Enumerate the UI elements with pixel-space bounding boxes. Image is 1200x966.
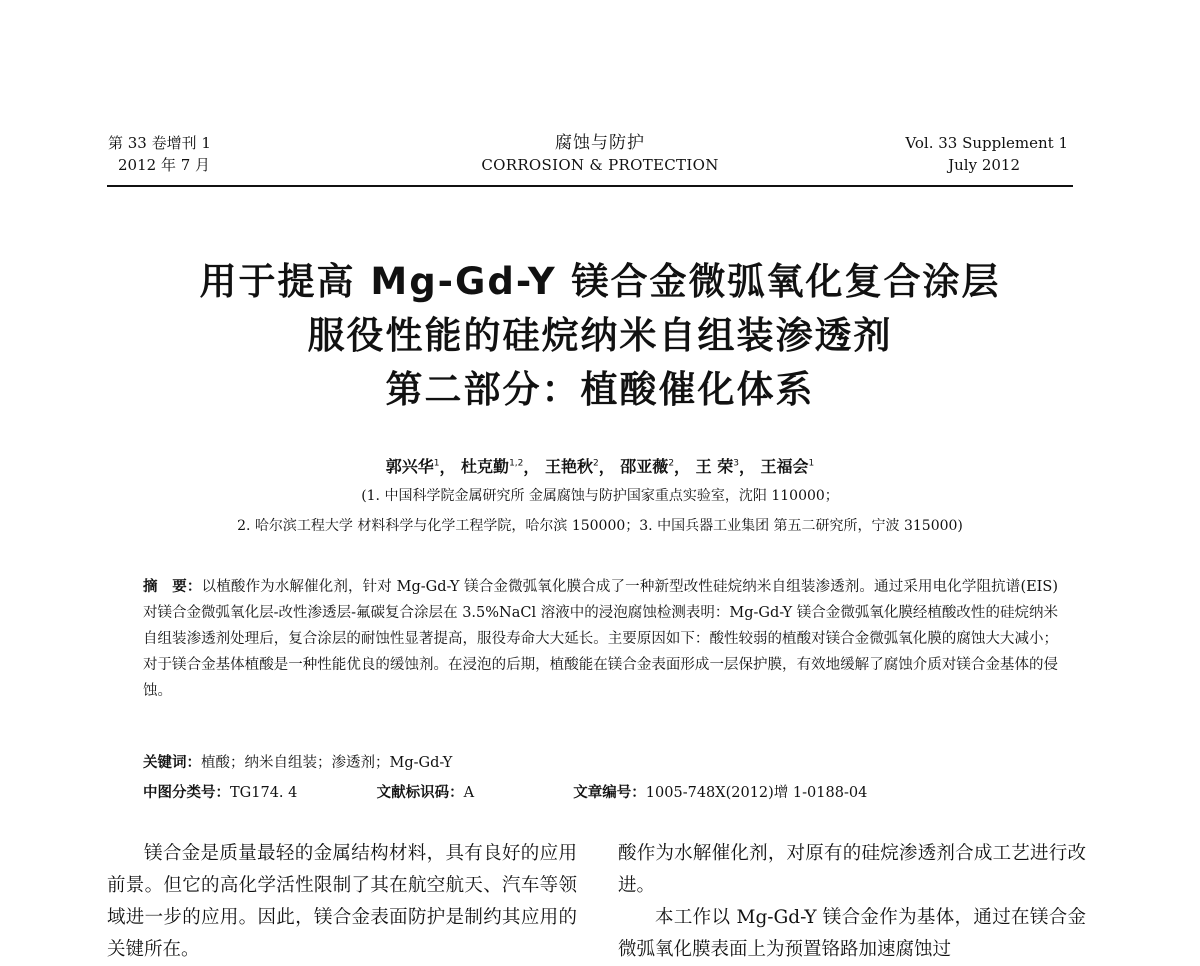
volume-issue: 第 33 卷增刊 1 — [108, 134, 211, 152]
author: 郭兴华$^1$ — [385, 457, 440, 477]
affiliation-line-2: 2. 哈尔滨工程大学 材料科学与化学工程学院，哈尔滨 150000；3. 中国兵器工业集团 第五二研究所，宁波 315000) — [237, 518, 963, 534]
journal-name-en: CORROSION & PROTECTION — [481, 156, 719, 174]
author: 邵亚薇$^2$ — [620, 457, 675, 477]
article-number-label: 文章编号： — [573, 785, 646, 801]
keywords-label: 关键词： — [143, 755, 201, 771]
author: 王福会$^1$ — [760, 457, 815, 477]
volume-supplement-en: Vol. 33 Supplement 1 — [905, 134, 1068, 152]
paper-title — [100, 255, 1100, 417]
clc-label: 中图分类号： — [143, 785, 230, 801]
author-list: 郭兴华$^1$， 杜克勤$^{1,2}$， 王艳秋$^2$， 邵亚薇$^2$， 王 荣$^3$， 王福会$^1$ — [385, 457, 815, 477]
author: 杜克勤$^{1,2}$ — [461, 457, 524, 477]
clc-value: TG174. 4 — [230, 785, 298, 801]
author: 王 荣$^3$ — [695, 457, 739, 477]
running-header-right — [905, 132, 1068, 176]
body-column-left — [107, 838, 577, 966]
keywords — [143, 750, 1058, 776]
keywords-text: 植酸；纳米自组装；渗透剂；Mg-Gd-Y — [201, 755, 453, 771]
header-rule — [107, 185, 1073, 187]
publication-date: 2012 年 7 月 — [118, 156, 211, 174]
body-column-right — [618, 838, 1086, 966]
journal-name-cn: 腐蚀与防护 — [555, 133, 645, 153]
abstract-text: 以植酸作为水解催化剂，针对 Mg-Gd-Y 镁合金微弧氧化膜合成了一种新型改性硅烷纳米自组装渗透剂。通过采用电化学阻抗谱(EIS)对镁合金微弧氧化层-改性渗透层-氟碳复合涂层在 3.5%NaCl 溶液中的浸泡腐蚀检测表明：Mg-Gd-Y 镁合金微弧氧化膜经植酸改性的硅烷纳米自组装渗透剂处理后，复合涂层的耐蚀性显著提高，服役寿命大大延长。主要原因如下：酸性较弱的植酸对镁合金微弧氧化膜的腐蚀大大减小；对于镁合金基体植酸是一种性能优良的缓蚀剂。在浸泡的后期，植酸能在镁合金表面形成一层保护膜，有效地缓解了腐蚀介质对镁合金基体的侵蚀。 — [143, 579, 1059, 699]
affiliation-line-1: (1. 中国科学院金属研究所 金属腐蚀与防护国家重点实验室，沈阳 110000； — [361, 488, 839, 504]
classification-line — [143, 780, 1058, 806]
body-paragraph: 本工作以 Mg-Gd-Y 镁合金作为基体，通过在镁合金微弧氧化膜表面上为预置铬路加速腐蚀过 — [618, 907, 1086, 960]
doc-code-value: A — [463, 785, 475, 801]
body-paragraph: 酸作为水解催化剂，对原有的硅烷渗透剂合成工艺进行改进。 — [618, 843, 1086, 896]
title-line-3: 第二部分：植酸催化体系 — [385, 368, 815, 411]
running-header-center — [400, 132, 800, 176]
author: 王艳秋$^2$ — [544, 457, 599, 477]
publication-date-en: July 2012 — [948, 156, 1020, 174]
title-line-1: 用于提高 Mg-Gd-Y 镁合金微弧氧化复合涂层 — [199, 260, 1001, 303]
body-paragraph: 镁合金是质量最轻的金属结构材料，具有良好的应用前景。但它的高化学活性限制了其在航空航天、汽车等领域进一步的应用。因此，镁合金表面防护是制约其应用的关键所在。 — [107, 843, 577, 960]
running-header-left — [108, 132, 211, 176]
abstract — [143, 574, 1058, 704]
article-number-value: 1005-748X(2012)增 1-0188-04 — [645, 785, 868, 801]
doc-code-label: 文献标识码： — [376, 785, 464, 801]
title-line-2: 服役性能的硅烷纳米自组装渗透剂 — [307, 314, 893, 357]
abstract-label: 摘 要： — [143, 579, 202, 595]
